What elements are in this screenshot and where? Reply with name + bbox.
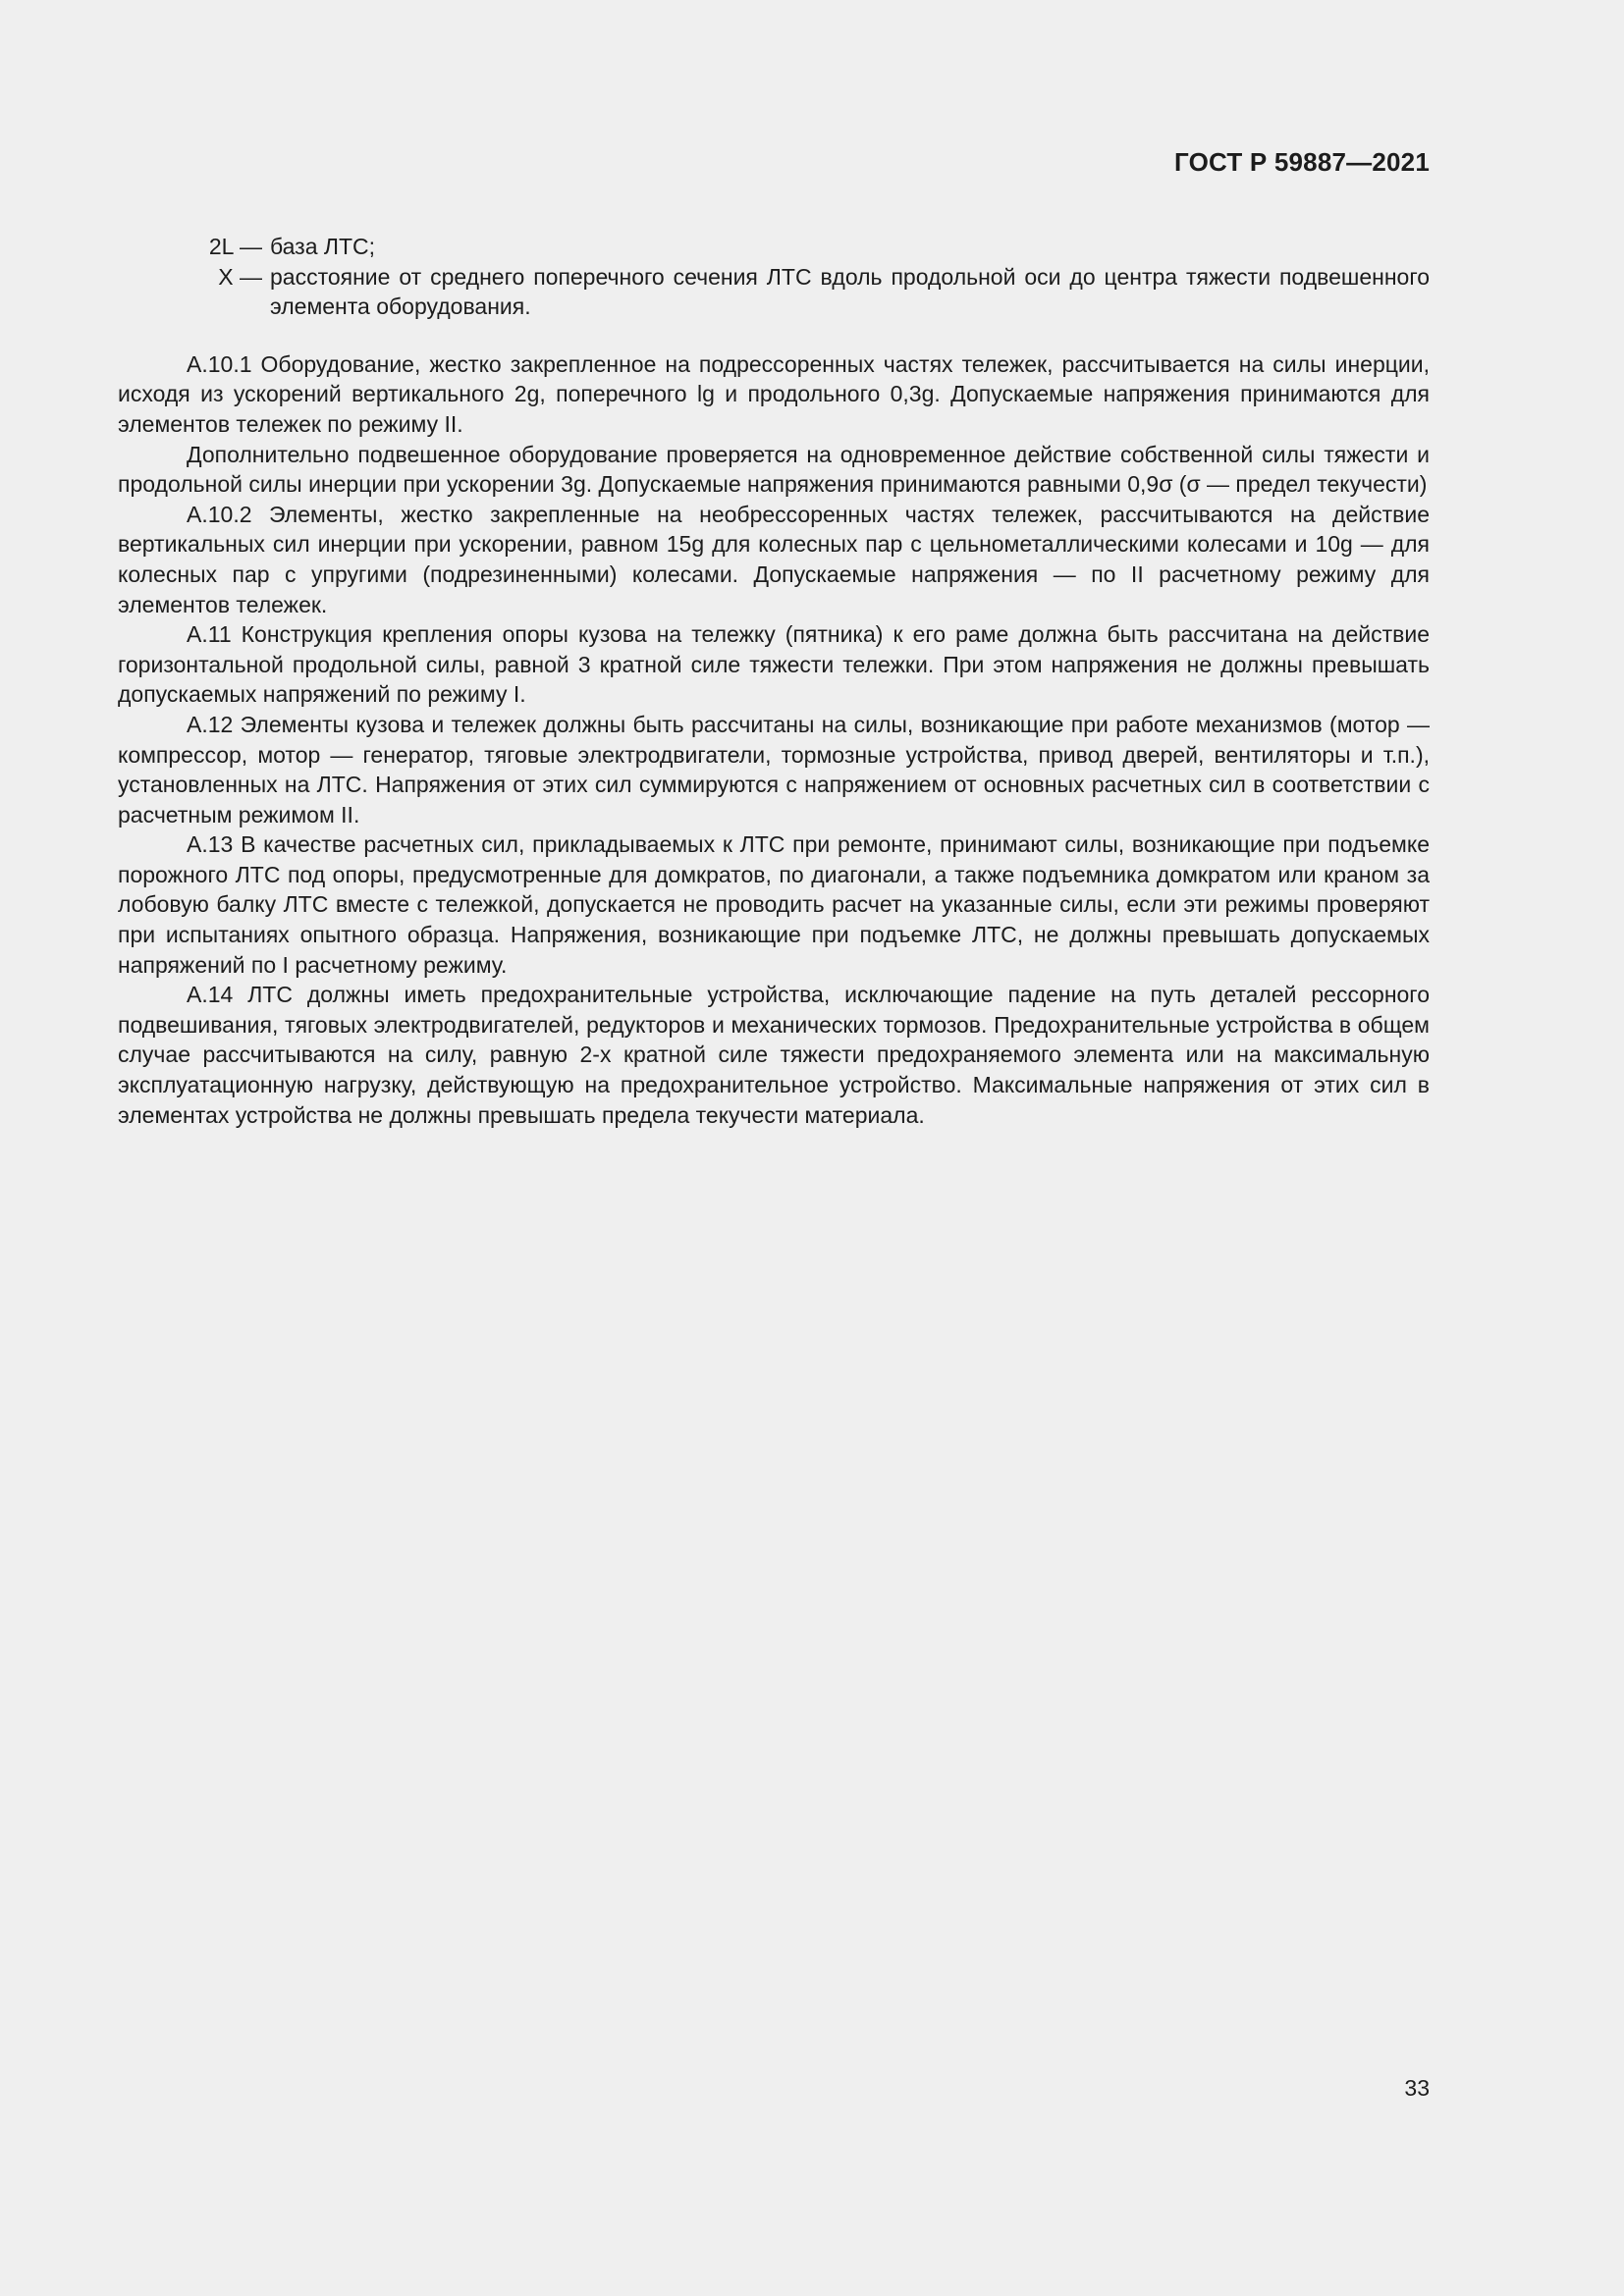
page-number: 33 [1404,2075,1430,2101]
document-header: ГОСТ Р 59887—2021 [1174,147,1430,177]
paragraph-a-10-2: А.10.2 Элементы, жестко закрепленные на необрессоренных частях тележек, рассчитываются на действие вертикальных сил инерции при ускорении, равном 15g для колесных пар с цельнометаллическими колесами и 10g — для колесных пар с упругими (подрезиненными) колесами. Допускаемые напряжения — по II расчетному режиму для элементов тележек. [118,501,1430,617]
document-body [118,232,1430,1130]
paragraph-a-10-1: А.10.1 Оборудование, жестко закрепленное на подрессоренных частях тележек, рассчитывается на силы инерции, исходя из ускорений вертикального 2g, поперечного lg и продольного 0,3g. Допускаемые напряжения принимаются для элементов тележек по режиму II. [118,350,1430,437]
definition-text: база ЛТС; [270,234,376,259]
paragraph-a-11: А.11 Конструкция крепления опоры кузова на тележку (пятника) к его раме должна быть рассчитана на действие горизонтальной продольной силы, равной 3 кратной силе тяжести тележки. При этом напряжения не должны превышать допускаемых напряжений по режиму I. [118,621,1430,708]
definition-term: 2L — [208,234,262,259]
definition-list [118,232,1430,322]
paragraph-a-13: А.13 В качестве расчетных сил, прикладываемых к ЛТС при ремонте, принимают силы, возникающие при подъемке порожного ЛТС под опоры, предусмотренные для домкратов, по диагонали, а также подъемника домкратом или краном за лобовую балку ЛТС вместе с тележкой, допускается не проводить расчет на указанные силы, если эти режимы проверяют при испытаниях опытного образца. Напряжения, возникающие при подъемке ЛТС, не должны превышать допускаемых напряжений по I расчетному режиму. [118,831,1430,978]
paragraph-a-12: А.12 Элементы кузова и тележек должны быть рассчитаны на силы, возникающие при работе механизмов (мотор — компрессор, мотор — генератор, тяговые электродвигатели, тормозные устройства, привод дверей, вентиляторы и т.п.), установленных на ЛТС. Напряжения от этих сил суммируются с напряжением от основных расчетных сил в соответствии с расчетным режимом II. [118,711,1430,828]
paragraph-additional-equipment: Дополнительно подвешенное оборудование проверяется на одновременное действие собственной силы тяжести и продольной силы инерции при ускорении 3g. Допускаемые напряжения принимаются равными 0,9σ (σ — предел текучести) [118,441,1430,498]
definition-text: расстояние от среднего поперечного сечения ЛТС вдоль продольной оси до центра тяжести подвешенного элемента оборудования. [270,263,1430,320]
paragraph-a-14: А.14 ЛТС должны иметь предохранительные устройства, исключающие падение на путь деталей рессорного подвешивания, тяговых электродвигателей, редукторов и механических тормозов. Предохранительные устройства в общем случае рассчитываются на силу, равную 2-х кратной силе тяжести предохраняемого элемента или на максимальную эксплуатационную нагрузку, действующую на предохранительное устройство. Максимальные напряжения от этих сил в элементах устройства не должны превышать предела текучести материала. [118,982,1430,1128]
definition-item [118,232,1430,262]
definition-item [118,262,1430,322]
definition-term: X — [218,263,262,290]
